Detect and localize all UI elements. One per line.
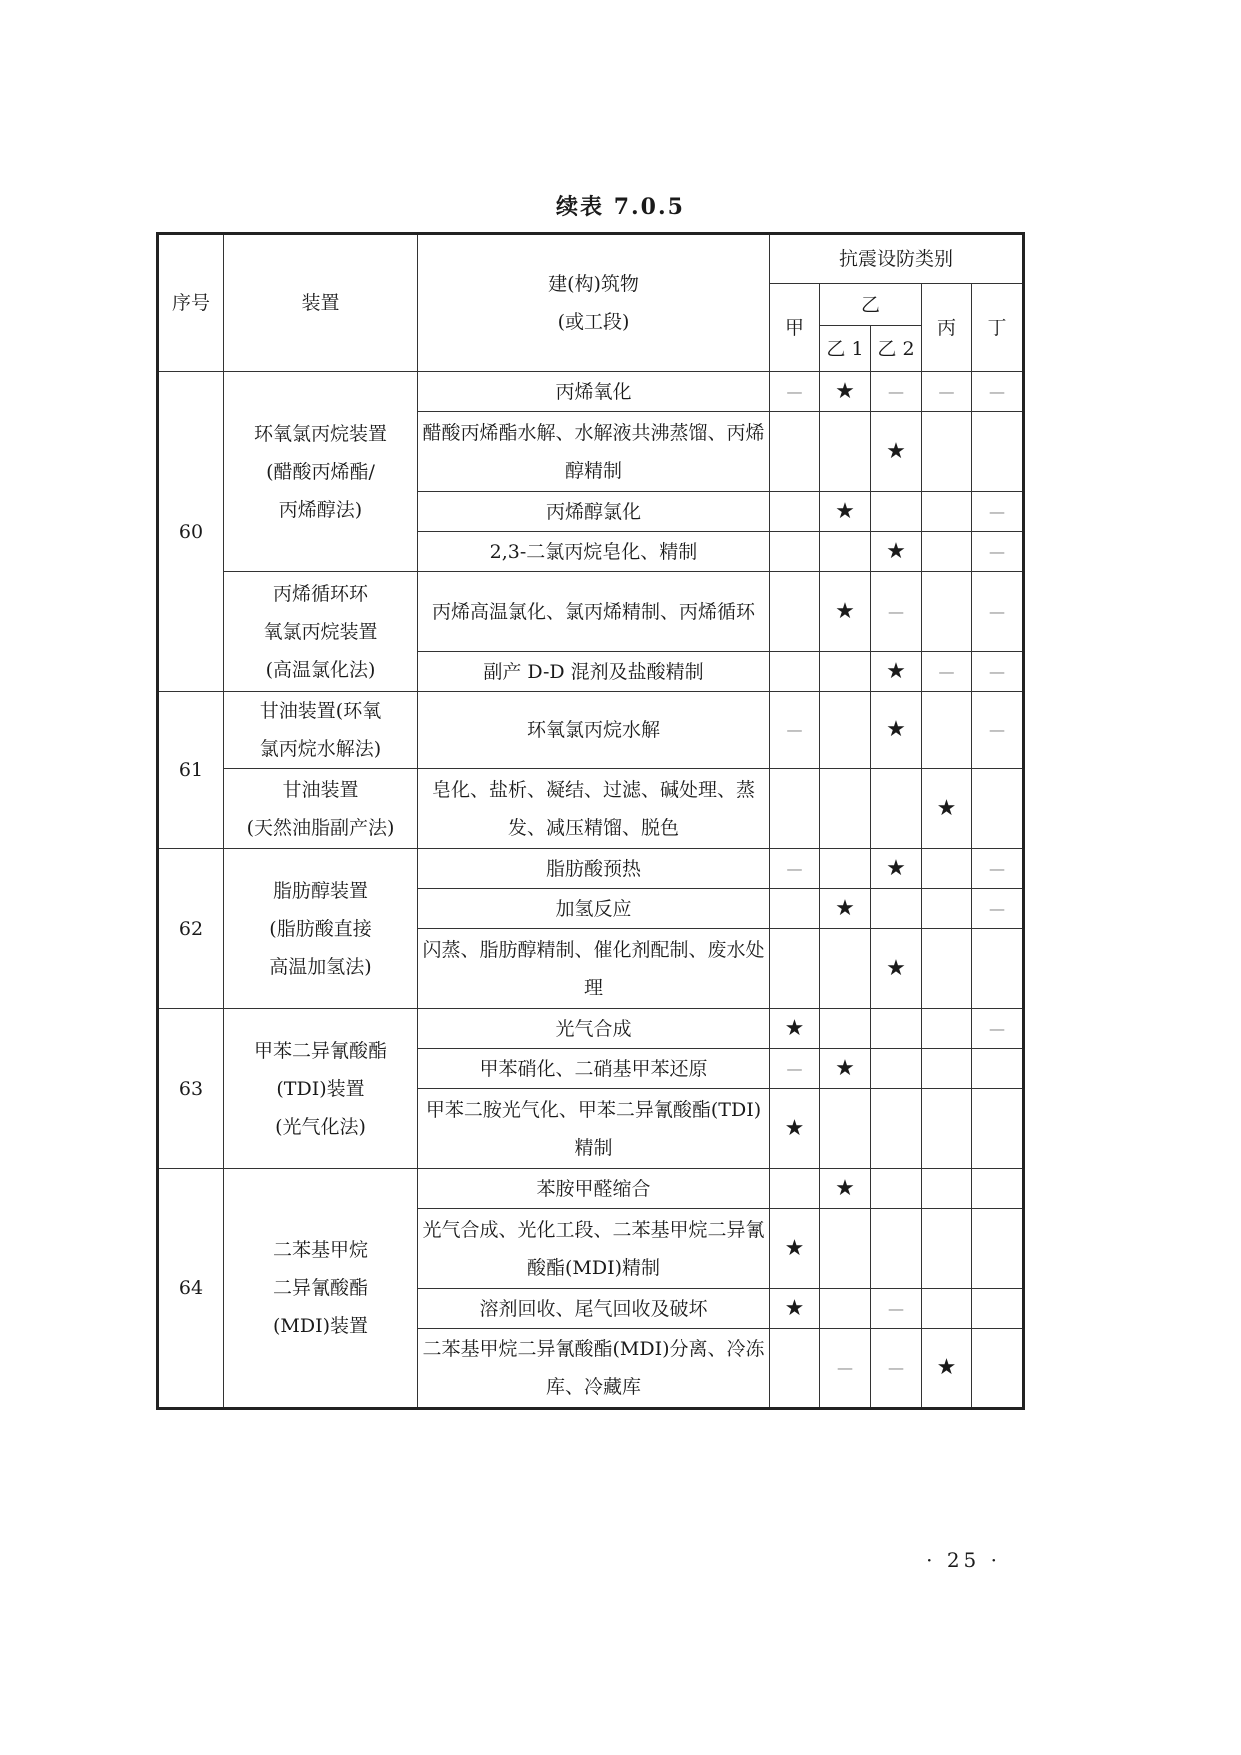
header-yi: 乙 <box>820 284 922 326</box>
mark-yi1: ★ <box>820 889 871 929</box>
mark-ding <box>972 1169 1024 1209</box>
building-cell: 闪蒸、脂肪醇精制、催化剂配制、废水处理 <box>418 929 770 1009</box>
mark-bing <box>922 1089 972 1169</box>
device-name-line: (醋酸丙烯酯/ <box>266 460 375 483</box>
building-cell: 光气合成、光化工段、二苯基甲烷二异氰酸酯(MDI)精制 <box>418 1209 770 1289</box>
building-cell: 醋酸丙烯酯水解、水解液共沸蒸馏、丙烯醇精制 <box>418 412 770 492</box>
mark-yi2: ★ <box>871 849 922 889</box>
mark-jia <box>770 412 820 492</box>
device-name-line: (TDI)装置 <box>276 1077 365 1100</box>
mark-jia <box>770 492 820 532</box>
device-name <box>224 1009 418 1169</box>
row-index: 61 <box>158 692 224 849</box>
mark-ding: — <box>972 849 1024 889</box>
mark-jia: — <box>770 1049 820 1089</box>
device-name <box>224 372 418 572</box>
device-name-line: 氯丙烷水解法) <box>259 738 382 760</box>
header-ding: 丁 <box>972 284 1024 372</box>
mark-jia: ★ <box>770 1009 820 1049</box>
mark-yi2: ★ <box>871 692 922 769</box>
device-name-line: 甘油装置 <box>282 778 359 801</box>
mark-yi1 <box>820 929 871 1009</box>
mark-bing <box>922 1289 972 1329</box>
mark-yi1 <box>820 412 871 492</box>
mark-yi2 <box>871 889 922 929</box>
mark-jia <box>770 929 820 1009</box>
mark-bing <box>922 889 972 929</box>
device-name-line: 环氧氯丙烷装置 <box>253 422 387 445</box>
mark-ding: — <box>972 572 1024 652</box>
mark-ding <box>972 1049 1024 1089</box>
mark-yi1 <box>820 849 871 889</box>
table-row <box>158 769 1024 849</box>
building-cell: 苯胺甲醛缩合 <box>418 1169 770 1209</box>
device-name <box>224 572 418 692</box>
device-name-line: (光气化法) <box>275 1115 366 1138</box>
mark-jia <box>770 572 820 652</box>
device-name <box>224 1169 418 1409</box>
row-index: 64 <box>158 1169 224 1409</box>
table-row <box>158 372 1024 412</box>
mark-yi1: ★ <box>820 372 871 412</box>
building-cell: 加氢反应 <box>418 889 770 929</box>
device-name-line: 甘油装置(环氧 <box>259 700 382 722</box>
mark-yi2 <box>871 492 922 532</box>
mark-yi1 <box>820 692 871 769</box>
mark-bing <box>922 1209 972 1289</box>
mark-ding <box>972 1089 1024 1169</box>
device-name-line: 二异氰酸酯 <box>272 1277 368 1299</box>
header-bing: 丙 <box>922 284 972 372</box>
table-row <box>158 1009 1024 1049</box>
mark-ding: — <box>972 1009 1024 1049</box>
header-category: 抗震设防类别 <box>770 234 1024 284</box>
table-row <box>158 692 1024 769</box>
table-row <box>158 1169 1024 1209</box>
mark-ding <box>972 412 1024 492</box>
mark-ding <box>972 1289 1024 1329</box>
header-yi2: 乙 2 <box>871 326 922 372</box>
mark-bing: — <box>922 372 972 412</box>
mark-bing <box>922 692 972 769</box>
building-cell: 丙烯高温氯化、氯丙烯精制、丙烯循环 <box>418 572 770 652</box>
mark-bing <box>922 849 972 889</box>
mark-bing <box>922 929 972 1009</box>
mark-jia: — <box>770 372 820 412</box>
mark-yi2: — <box>871 1289 922 1329</box>
mark-yi1 <box>820 1289 871 1329</box>
mark-yi1: — <box>820 1329 871 1409</box>
device-name-line: 氧氯丙烷装置 <box>263 620 378 643</box>
building-cell: 光气合成 <box>418 1009 770 1049</box>
page-number: · 25 · <box>926 1548 1001 1572</box>
mark-jia <box>770 532 820 572</box>
mark-bing <box>922 1009 972 1049</box>
mark-yi2: ★ <box>871 652 922 692</box>
device-name-line: 脂肪醇装置 <box>272 879 368 902</box>
mark-yi1 <box>820 532 871 572</box>
mark-ding: — <box>972 652 1024 692</box>
row-index: 63 <box>158 1009 224 1169</box>
mark-yi1: ★ <box>820 572 871 652</box>
mark-jia <box>770 1169 820 1209</box>
mark-bing: ★ <box>922 1329 972 1409</box>
mark-bing: ★ <box>922 769 972 849</box>
device-name-line: (脂肪酸直接 <box>269 917 372 940</box>
mark-bing <box>922 492 972 532</box>
device-name <box>224 769 418 849</box>
building-cell: 甲苯硝化、二硝基甲苯还原 <box>418 1049 770 1089</box>
header-jia: 甲 <box>770 284 820 372</box>
mark-ding: — <box>972 532 1024 572</box>
device-name <box>224 692 418 769</box>
table-caption: 续表 7.0.5 <box>556 194 685 220</box>
header-index: 序号 <box>158 234 224 372</box>
mark-bing <box>922 412 972 492</box>
header-row <box>158 234 1024 284</box>
building-cell: 环氧氯丙烷水解 <box>418 692 770 769</box>
header-building-line2: (或工段) <box>557 311 630 333</box>
row-index: 60 <box>158 372 224 692</box>
device-name-line: 丙烯循环环 <box>272 582 368 605</box>
mark-yi2: ★ <box>871 412 922 492</box>
building-cell: 溶剂回收、尾气回收及破坏 <box>418 1289 770 1329</box>
mark-yi1: ★ <box>820 492 871 532</box>
building-cell: 皂化、盐析、凝结、过滤、碱处理、蒸发、减压精馏、脱色 <box>418 769 770 849</box>
device-name-line: 甲苯二异氰酸酯 <box>253 1039 387 1062</box>
mark-ding <box>972 1329 1024 1409</box>
device-name-line: 高温加氢法) <box>269 955 372 978</box>
mark-yi1: ★ <box>820 1049 871 1089</box>
mark-yi2: ★ <box>871 532 922 572</box>
mark-yi2: — <box>871 1329 922 1409</box>
mark-yi2 <box>871 1169 922 1209</box>
header-yi1: 乙 1 <box>820 326 871 372</box>
building-cell: 丙烯氧化 <box>418 372 770 412</box>
mark-jia: — <box>770 692 820 769</box>
mark-bing <box>922 572 972 652</box>
seismic-category-table <box>156 232 1025 1410</box>
device-name-line: (MDI)装置 <box>272 1315 369 1337</box>
device-name-line: 二苯基甲烷 <box>272 1239 368 1261</box>
mark-jia: — <box>770 849 820 889</box>
mark-yi1 <box>820 1089 871 1169</box>
mark-ding <box>972 1209 1024 1289</box>
mark-jia <box>770 652 820 692</box>
building-cell: 二苯基甲烷二异氰酸酯(MDI)分离、冷冻库、冷藏库 <box>418 1329 770 1409</box>
mark-jia <box>770 889 820 929</box>
mark-ding <box>972 929 1024 1009</box>
mark-ding <box>972 769 1024 849</box>
mark-yi2: — <box>871 372 922 412</box>
mark-ding: — <box>972 492 1024 532</box>
device-name-line: (天然油脂副产法) <box>246 816 395 839</box>
mark-bing <box>922 1049 972 1089</box>
mark-bing: — <box>922 652 972 692</box>
mark-ding: — <box>972 692 1024 769</box>
header-building <box>418 234 770 372</box>
mark-ding: — <box>972 889 1024 929</box>
building-cell: 甲苯二胺光气化、甲苯二异氰酸酯(TDI)精制 <box>418 1089 770 1169</box>
mark-yi1 <box>820 1009 871 1049</box>
mark-yi2 <box>871 1209 922 1289</box>
building-cell: 2,3-二氯丙烷皂化、精制 <box>418 532 770 572</box>
mark-jia <box>770 1329 820 1409</box>
mark-jia: ★ <box>770 1209 820 1289</box>
mark-ding: — <box>972 372 1024 412</box>
table-body <box>158 234 1024 1409</box>
mark-bing <box>922 1169 972 1209</box>
mark-yi1 <box>820 1209 871 1289</box>
device-name-line: 丙烯醇法) <box>278 498 363 521</box>
building-cell: 丙烯醇氯化 <box>418 492 770 532</box>
mark-yi2: — <box>871 572 922 652</box>
building-cell: 副产 D-D 混剂及盐酸精制 <box>418 652 770 692</box>
mark-yi1: ★ <box>820 1169 871 1209</box>
mark-yi2 <box>871 769 922 849</box>
mark-yi2 <box>871 1009 922 1049</box>
building-cell: 脂肪酸预热 <box>418 849 770 889</box>
mark-jia: ★ <box>770 1089 820 1169</box>
device-name <box>224 849 418 1009</box>
table-row <box>158 572 1024 652</box>
device-name-line: (高温氯化法) <box>265 658 376 681</box>
header-building-line1: 建(构)筑物 <box>548 273 639 295</box>
mark-yi1 <box>820 769 871 849</box>
mark-jia: ★ <box>770 1289 820 1329</box>
mark-yi2: ★ <box>871 929 922 1009</box>
mark-yi2 <box>871 1089 922 1169</box>
mark-jia <box>770 769 820 849</box>
table-row <box>158 849 1024 889</box>
mark-yi2 <box>871 1049 922 1089</box>
mark-bing <box>922 532 972 572</box>
header-device: 装置 <box>224 234 418 372</box>
mark-yi1 <box>820 652 871 692</box>
row-index: 62 <box>158 849 224 1009</box>
